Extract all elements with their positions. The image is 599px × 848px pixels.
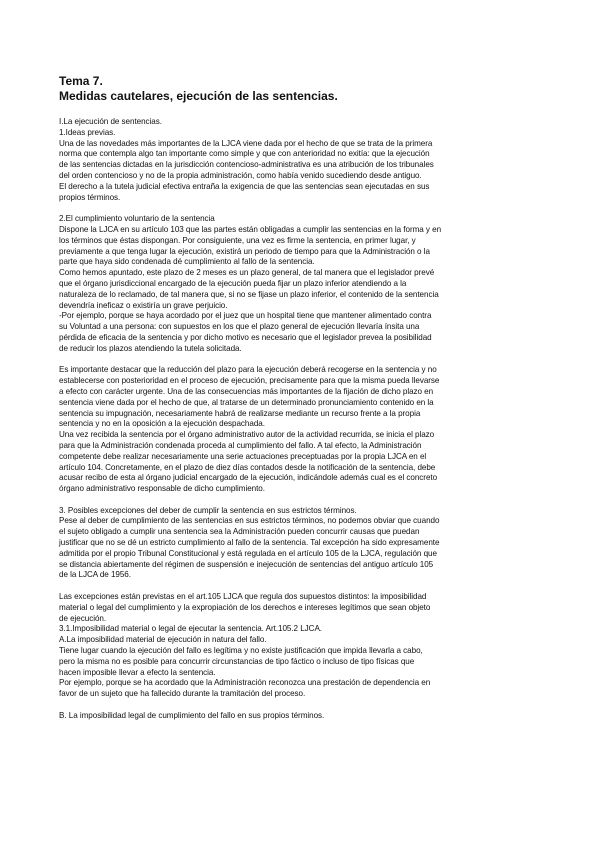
- text-line: de reducir los plazos atendiendo la tutela solicitada.: [59, 343, 242, 353]
- text-line: establecerse con posterioridad en el proceso de ejecución, precisamente para que la misma pueda llevarse: [59, 376, 440, 386]
- text-line: A.La imposibilidad material de ejecución in natura del fallo.: [59, 635, 267, 645]
- text-line: 3.1.Imposibilidad material o legal de ejecutar la sentencia. Art.105.2 LJCA.: [59, 624, 322, 634]
- text-line: Tiene lugar cuando la ejecución del fallo es legítima y no existe justificación que impida llevarla a cabo,: [59, 646, 423, 656]
- text-line: 2.El cumplimiento voluntario de la sentencia: [59, 214, 215, 224]
- text-line: Como hemos apuntado, este plazo de 2 meses es un plazo general, de tal manera que el legislador prevé: [59, 268, 435, 278]
- text-line: material o legal del cumplimiento y la expropiación de los derechos e intereses legítimos que sean objeto: [59, 602, 431, 612]
- text-line: órgano administrativo responsable de dicho cumplimiento.: [59, 484, 265, 494]
- text-line: a efecto con carácter urgente. Una de las consecuencias más importantes de la fijación de dicho plazo en: [59, 386, 434, 396]
- text-line: Es importante destacar que la reducción del plazo para la ejecución deberá recogerse en la sentencia y no: [59, 365, 437, 375]
- text-line: de las sentencias dictadas en la jurisdicción contencioso-administrativa es una atribución de los tribunales: [59, 160, 434, 170]
- document-title: [59, 74, 549, 104]
- text-line: Dispone la LJCA en su artículo 103 que las partes están obligadas a cumplir las sentencias en la forma y en: [59, 224, 442, 234]
- text-line: Las excepciones están previstas en el art.105 LJCA que regula dos supuestos distintos: la imposibilidad: [59, 592, 427, 602]
- text-line: de la LJCA de 1956.: [59, 570, 131, 580]
- text-line: competente debe realizar necesariamente una serie actuaciones preceptuadas por la propia LJCA en el: [59, 451, 427, 461]
- text-line: Pese al deber de cumplimiento de las sentencias en sus estrictos términos, no podemos obviar que cuando: [59, 516, 440, 526]
- text-line: I.La ejecución de sentencias.: [59, 117, 162, 126]
- text-line: se distancia abiertamente del régimen de suspensión e inejecución de sentencias del antiguo artículo 105: [59, 559, 434, 569]
- paragraph: [59, 365, 549, 495]
- text-line: parte que haya sido condenada dé cumplimiento al fallo de la sentencia.: [59, 257, 315, 267]
- text-line: admitida por el propio Tribunal Constitucional y está regulada en el artículo 105 de la LJCA, regulación que: [59, 548, 437, 558]
- paragraph-gap: [59, 495, 549, 506]
- title-subject: Medidas cautelares, ejecución de las sentencias.: [59, 89, 338, 103]
- text-line: los términos que éstas dispongan. Por consiguiente, una vez es firme la sentencia, en primer lugar, y: [59, 235, 416, 245]
- text-line: norma que contempla algo tan importante como simple y que con anterioridad no exitía: que la ejecución: [59, 149, 430, 159]
- paragraph: [59, 592, 549, 700]
- text-line: devendría ineficaz o existiría un grave perjuicio.: [59, 300, 228, 310]
- text-line: artículo 104. Concretamente, en el plazo de diez días contados desde la notificación de la sentencia, debe: [59, 462, 436, 472]
- text-line: el sujeto obligado a cumplir una sentencia sea la Administración pueden concurrir causas que puedan: [59, 527, 420, 537]
- text-line: pero la misma no es posible para concurrir circunstancias de tipo fáctico o incluso de tipo físicas que: [59, 656, 415, 666]
- text-line: justificar que no se dé un estricto cumplimiento al fallo de la sentencia. Tal excepción ha sido expresamente: [59, 538, 440, 548]
- text-line: del orden contencioso y no de la propia administración, como había venido sucediendo desde antiguo.: [59, 170, 422, 180]
- paragraph-gap: [59, 700, 549, 711]
- text-line: Una vez recibida la sentencia por el órgano administrativo autor de la actividad recurrida, se inicia el plazo: [59, 430, 435, 440]
- paragraph: [59, 711, 549, 722]
- paragraph: [59, 506, 549, 582]
- text-line: acusar recibo de esta al órgano judicial encargado de la ejecución, indicándole además cual es el concreto: [59, 473, 438, 483]
- text-line: propios términos.: [59, 192, 121, 202]
- text-line: Una de las novedades más importantes de la LJCA viene dada por el hecho de que se trata de la primera: [59, 138, 433, 148]
- paragraph: [59, 214, 549, 354]
- text-line: hacen imposible llevar a efecto la sentencia.: [59, 667, 216, 677]
- text-line: de ejecución.: [59, 613, 107, 623]
- paragraph-gap: [59, 581, 549, 592]
- text-line: que el órgano jurisdiccional encargado de la ejecución pueda fijar un plazo inferior atendiendo a la: [59, 278, 407, 288]
- text-line: sentencia y no en la oposición a la ejecución despachada.: [59, 419, 265, 429]
- text-line: pérdida de eficacia de la sentencia y por dicho motivo es necesario que el legislador prevea la posibilidad: [59, 332, 432, 342]
- text-line: previamente a que tenga lugar la ejecución, existirá un periodo de tiempo para que la Administración o la: [59, 246, 430, 256]
- text-line: sentencia viene dada por el hecho de que, al tratarse de un determinado pronunciamiento contenido en la: [59, 397, 434, 407]
- text-line: -Por ejemplo, porque se haya acordado por el juez que un hospital tiene que mantener alimentado contra: [59, 311, 432, 321]
- text-line: para que la Administración condenada proceda al cumplimiento del fallo. A tal efecto, la Administración: [59, 440, 422, 450]
- title-topic: Tema 7.: [59, 74, 103, 88]
- document-body: [59, 117, 549, 722]
- paragraph-gap: [59, 203, 549, 214]
- text-line: 3. Posibles excepciones del deber de cumplir la sentencia en sus estrictos términos.: [59, 505, 357, 515]
- text-line: naturaleza de lo reclamado, de tal manera que, si no se fijase un plazo inferior, el contenido de la sentencia: [59, 289, 439, 299]
- text-line: 1.Ideas previas.: [59, 127, 116, 137]
- text-line: favor de un sujeto que ha fallecido durante la tramitación del proceso.: [59, 689, 306, 699]
- text-line: sentencia su impugnación, necesariamente habrá de realizarse mediante un recurso frente a la propia: [59, 408, 421, 418]
- text-line: B. La imposibilidad legal de cumplimiento del fallo en sus propios términos.: [59, 710, 325, 720]
- paragraph: [59, 117, 549, 203]
- text-line: Por ejemplo, porque se ha acordado que la Administración reconozca una prestación de dependencia en: [59, 678, 431, 688]
- text-line: su Voluntad a una persona: con supuestos en los que el plazo general de ejecución llevaría ínsita una: [59, 322, 420, 332]
- text-line: El derecho a la tutela judicial efectiva entraña la exigencia de que las sentencias sean ejecutadas en sus: [59, 181, 430, 191]
- paragraph-gap: [59, 355, 549, 366]
